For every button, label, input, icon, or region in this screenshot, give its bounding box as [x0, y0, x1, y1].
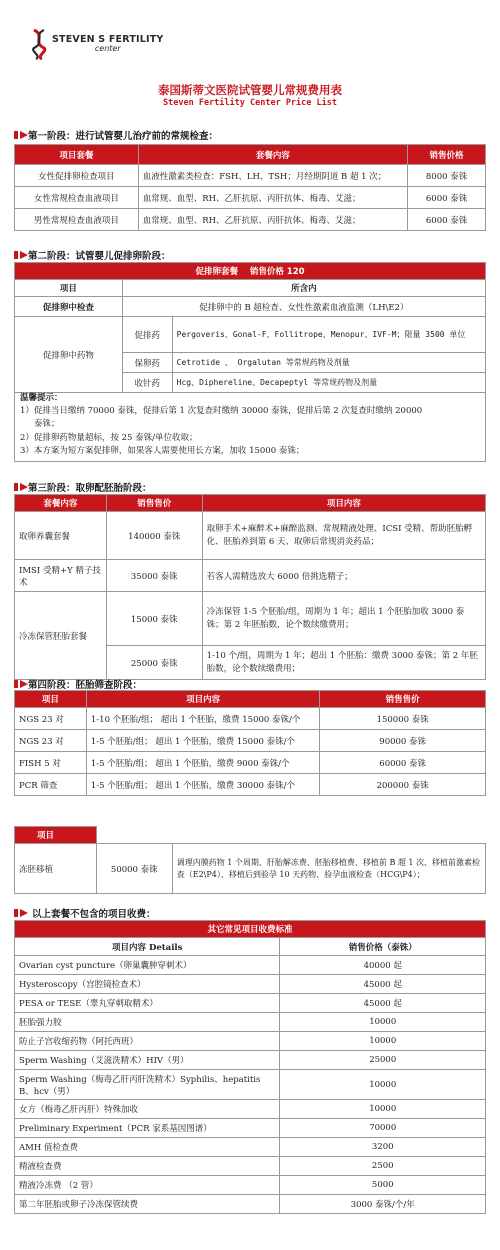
tip-line: 泰铢；: [34, 419, 60, 430]
brand-logo: [30, 28, 164, 60]
col-header: 项目内容: [86, 691, 319, 708]
transfer-table: [14, 826, 486, 894]
table-row: 保卵药 Cetrotide 、 Orgalutan 等常规药物及剂量: [15, 353, 486, 373]
table-row: FISH 5 对 1-5 个胚胎/组； 超出 1 个胚胎，缴费 9000 泰铢/个 60000 泰铢: [15, 752, 486, 774]
heading-arrow-icon: [20, 483, 28, 491]
tip-line: 3）本方案为短方案促排卵，如果客人需要使用长方案，加收 15000 泰铢；: [20, 445, 305, 456]
tips-title: 温馨提示：: [20, 393, 63, 403]
table-row: Ovarian cyst puncture（卵巢囊肿穿刺术） 40000 起: [15, 956, 486, 975]
others-table-title: 其它常见项目收费标准: [15, 921, 486, 938]
table-row: 精液检查费 2500: [15, 1157, 486, 1176]
stage3-heading: 第三阶段：取卵配胚胎阶段：: [14, 480, 152, 494]
table-row: 促排卵中药物 促排药 Pergoveris、Gonal-F、Follitrope、Menopur、IVF-M；限量 3500 单位: [15, 317, 486, 353]
others-table: [14, 920, 486, 1214]
brand-sub: center: [94, 43, 121, 53]
heading-arrow-icon: [20, 131, 28, 139]
heading-arrow-icon: [20, 251, 28, 259]
col-header: 销售售价: [106, 495, 202, 512]
heading-bar-icon: [14, 251, 18, 259]
table-row: NGS 23 对 1-10 个胚胎/组； 超出 1 个胚胎，缴费 15000 泰铢/个 150000 泰铢: [15, 708, 486, 730]
table-row: 冻胚移植 50000 泰铢 调理内膜药物 1 个周期、肝胎解冻费、胚胎移植费、移植前 B 超 1 次、移植前激素检查（E2\P4）、移植后到验孕 10 天药物、验孕血液检查（HCG\P4）；: [15, 844, 486, 894]
col-header: 销售价格: [408, 145, 486, 165]
table-row: Sperm Washing（梅毒乙肝丙肝洗精术）Syphilis、hepatitis B、hcv（男） 10000: [15, 1070, 486, 1100]
others-heading: 以上套餐不包含的项目收费：: [14, 906, 156, 920]
table-row: 收针药 Hcg、Diphereline、Decapeptyl 等常规药物及剂量: [15, 373, 486, 393]
table-row: 取卵养囊套餐 140000 泰铢 取卵手术+麻醉术+麻醉监测、常规精液处理、ICSI 受精、帮助胚胎孵化、胚胎养到第 6 天、取卵后常规消炎药品；: [15, 512, 486, 560]
tip-line: 2）促排卵药物量超标，按 25 泰铢/单位收取；: [20, 432, 198, 443]
col-header: 销售售价: [320, 691, 486, 708]
table-row: 促排卵中检查 促排卵中的 B 超检查、女性性激素血液监测（LH\E2）: [15, 297, 486, 317]
col-header: 项目: [15, 280, 123, 297]
heading-bar-icon: [14, 680, 18, 688]
table-row: AMH 值检查费 3200: [15, 1138, 486, 1157]
table-row: 女性常规检查血液项目 血常规、血型、RH、乙肝抗原、丙肝抗体、梅毒、艾滋； 6000 泰铢: [15, 187, 486, 209]
table-row: Hysteroscopy（宫腔镜检查术） 45000 起: [15, 975, 486, 994]
table-row: 女方（梅毒乙肝丙肝）特殊加收 10000: [15, 1100, 486, 1119]
table-row: 女性促排卵检查项目 血液性激素类检查：FSH、LH、TSH；月经期阴道 B 超 1 次； 8000 泰铢: [15, 165, 486, 187]
table-row: Preliminary Experiment（PCR 家系基因图谱） 70000: [15, 1119, 486, 1138]
table-row: NGS 23 对 1-5 个胚胎/组； 超出 1 个胚胎，缴费 15000 泰铢/个 90000 泰铢: [15, 730, 486, 752]
stage2-tips: [14, 389, 486, 462]
table-row: 男性常规检查血液项目 血常规、血型、RH、乙肝抗原、丙肝抗体、梅毒、艾滋； 6000 泰铢: [15, 209, 486, 231]
dna-logo-icon: [30, 28, 48, 60]
stage2-table: [14, 262, 486, 393]
col-header: 项目内容: [202, 495, 485, 512]
page-title-en: Steven Fertility Center Price List: [163, 98, 337, 108]
table-row: 防止子宫收缩药物（阿托西班） 10000: [15, 1032, 486, 1051]
col-header: 销售价格（泰铢）: [280, 938, 486, 956]
col-header: 项目内容 Details: [15, 938, 280, 956]
col-header: 套餐内容: [15, 495, 107, 512]
heading-arrow-icon: [20, 909, 28, 917]
table-row: PCR 筛查 1-5 个胚胎/组； 超出 1 个胚胎，缴费 30000 泰铢/个 200000 泰铢: [15, 774, 486, 796]
col-header: 套餐内容: [138, 145, 407, 165]
page-title-cn: 泰国斯蒂文医院试管婴儿常规费用表: [158, 83, 342, 97]
stage2-heading: 第二阶段：试管婴儿促排卵阶段：: [14, 248, 171, 262]
stage4-heading: 第四阶段：胚胎筛查阶段：: [14, 677, 142, 691]
table-row: 精液冷冻费 （2 管） 5000: [15, 1176, 486, 1195]
col-header: 项目套餐: [15, 145, 139, 165]
table-row: 25000 泰铢 1-10 个/组，周期为 1 年；超出 1 个胚胎：缴费 3000 泰铢；第 2 年胚胎数，论个数续缴费用；: [15, 646, 486, 680]
col-header: 项目: [15, 691, 87, 708]
table-row: IMSI 受精+Y 精子技术 35000 泰铢 若客人需精选放大 6000 倍挑选精子；: [15, 560, 486, 592]
col-header: 项目: [15, 827, 97, 844]
heading-bar-icon: [14, 131, 18, 139]
stage3-table: [14, 494, 486, 680]
tip-line: 1）促排当日缴纳 70000 泰铢，促排后第 1 次复查时缴纳 30000 泰铢，促排后第 2 次复查时缴纳 20000: [20, 406, 423, 417]
heading-bar-icon: [14, 483, 18, 491]
table-row: Sperm Washing（艾滋洗精术）HIV（男） 25000: [15, 1051, 486, 1070]
stage4-table: [14, 690, 486, 796]
table-row: 第二年胚胎或卵子冷冻保管续费 3000 泰铢/个/年: [15, 1195, 486, 1214]
stage1-table: [14, 144, 486, 231]
table-row: 冷冻保管胚胎套餐 15000 泰铢 冷冻保管 1-5 个胚胎/组，周期为 1 年；超出 1 个胚胎加收 3000 泰铢；第 2 年胚胎数，论个数续缴费用；: [15, 592, 486, 646]
brand-name: STEVEN S FERTILITY: [52, 33, 164, 45]
stage1-heading: 第一阶段：进行试管婴儿治疗前的常规检查：: [14, 128, 218, 142]
col-header: 所含内: [122, 280, 485, 297]
package-header: 促排卵套餐 销售价格 120: [15, 263, 486, 280]
heading-arrow-icon: [20, 680, 28, 688]
table-row: PESA or TESE（睾丸穿刺取精术） 45000 起: [15, 994, 486, 1013]
heading-bar-icon: [14, 909, 18, 917]
table-row: 胚胎强力胶 10000: [15, 1013, 486, 1032]
